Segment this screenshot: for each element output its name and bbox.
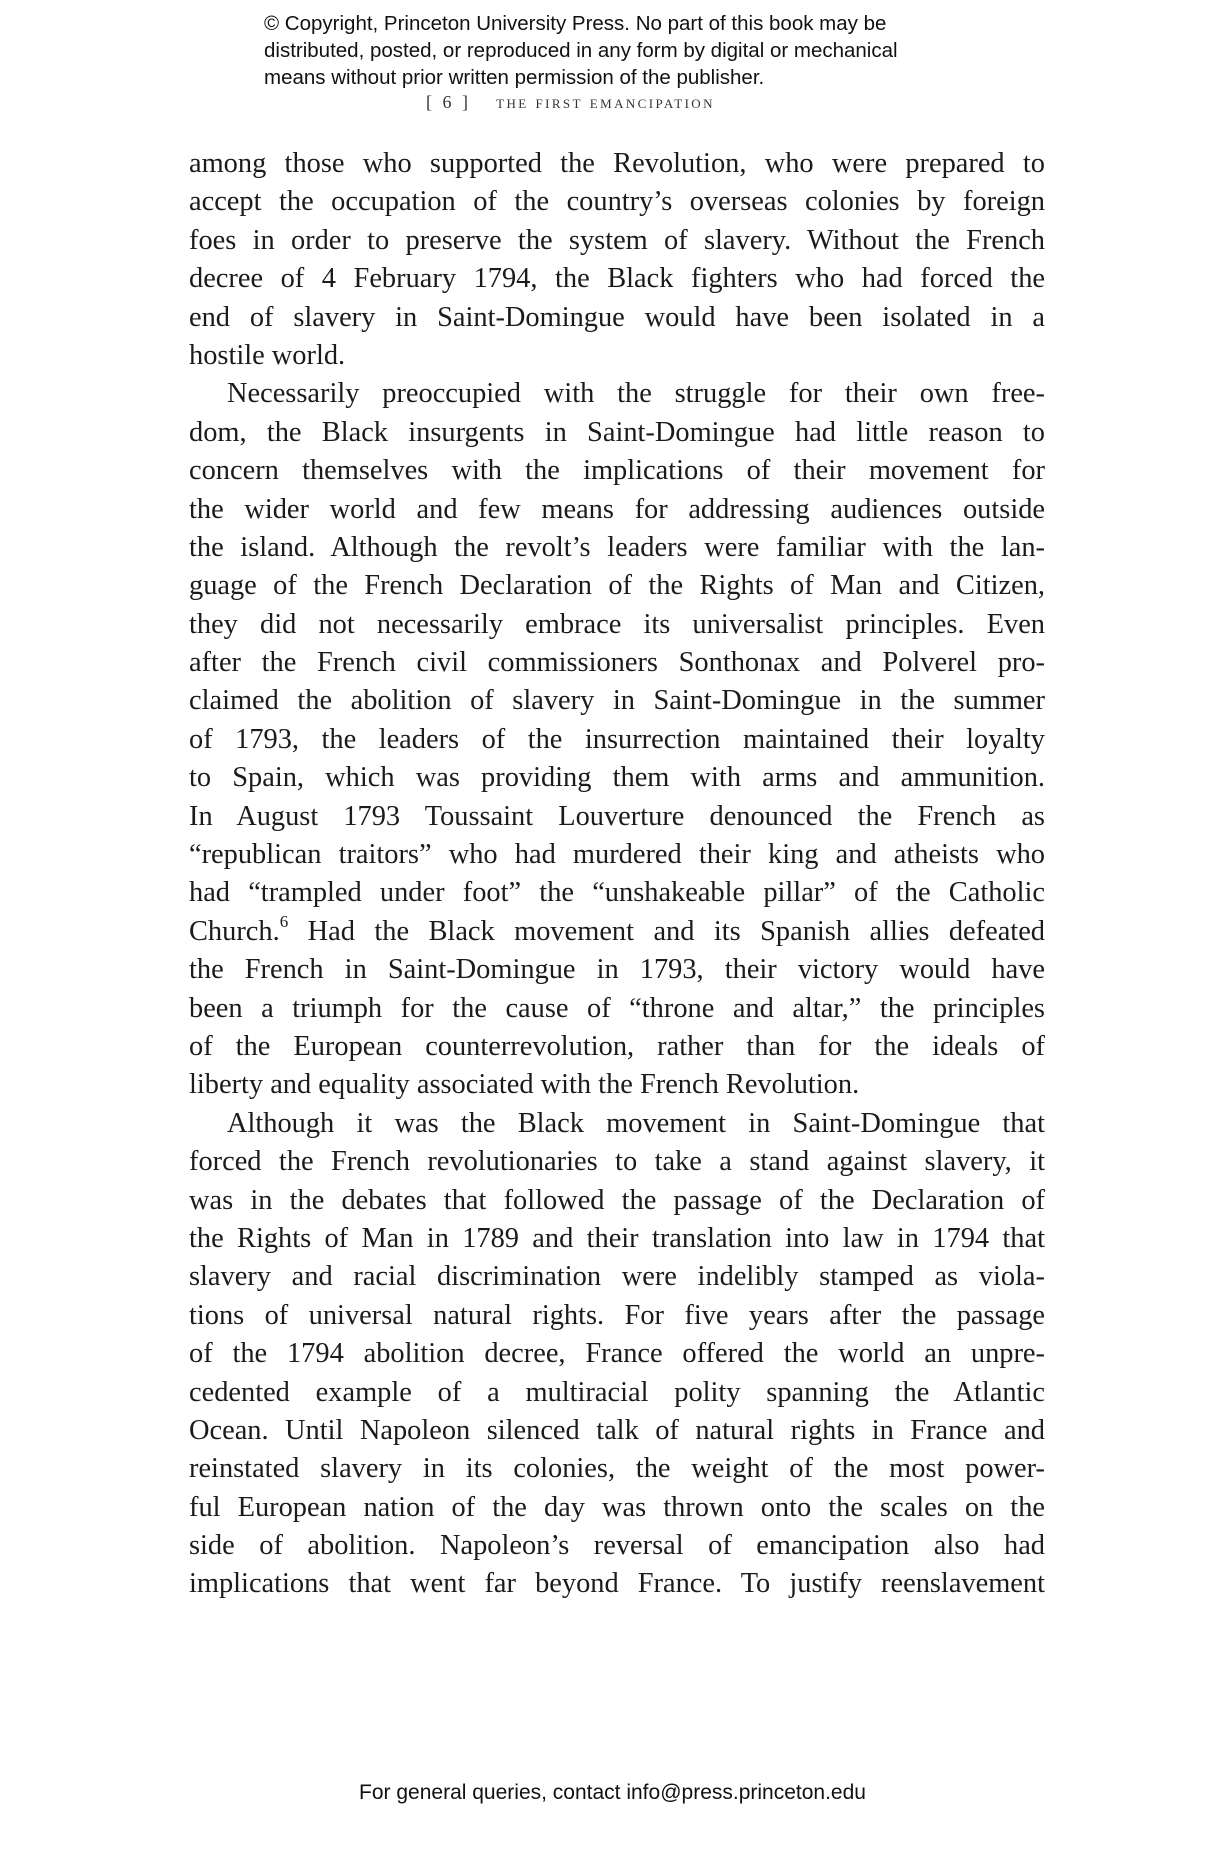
text-line: concern themselves with the implications of their movement for (189, 455, 1045, 487)
text-line: dom, the Black insurgents in Saint-Domingue had little reason to (189, 416, 1045, 448)
text-line: had “trampled under foot” the “unshakeable pillar” of the Catholic (189, 877, 1045, 909)
text-line: the wider world and few means for addressing audiences outside (189, 493, 1045, 525)
text-line: foes in order to preserve the system of slavery. Without the French (189, 224, 1045, 256)
text-line: Necessarily preoccupied with the struggle for their own free- (227, 378, 1045, 410)
text-fragment: Had the Black movement and its Spanish allies defeated (288, 915, 1045, 947)
text-line: side of abolition. Napoleon’s reversal of emancipation also had (189, 1530, 1045, 1562)
text-line: the island. Although the revolt’s leaders were familiar with the lan- (189, 531, 1045, 563)
text-line: to Spain, which was providing them with arms and ammunition. (189, 762, 1045, 794)
text-line: reinstated slavery in its colonies, the weight of the most power- (189, 1453, 1045, 1485)
copyright-line: means without prior written permission of the publisher. (264, 66, 765, 89)
text-line: implications that went far beyond France. To justify reenslavement (189, 1568, 1045, 1600)
footer-contact: For general queries, contact info@press.princeton.edu (359, 1781, 866, 1804)
text-line: liberty and equality associated with the French Revolution. (189, 1069, 860, 1101)
text-line: among those who supported the Revolution, who were prepared to (189, 148, 1045, 179)
text-line: after the French civil commissioners Sonthonax and Polverel pro- (189, 647, 1045, 679)
text-line: claimed the abolition of slavery in Saint-Domingue in the summer (189, 685, 1045, 717)
running-head (426, 92, 715, 113)
page-number: [ 6 ] (426, 92, 471, 112)
text-line: accept the occupation of the country’s overseas colonies by foreign (189, 186, 1045, 218)
text-line: slavery and racial discrimination were indelibly stamped as viola- (189, 1261, 1045, 1293)
text-line: cedented example of a multiracial polity spanning the Atlantic (189, 1376, 1045, 1408)
text-line: was in the debates that followed the passage of the Declaration of (189, 1184, 1045, 1216)
text-line: In August 1793 Toussaint Louverture denounced the French as (189, 800, 1045, 832)
text-line: tions of universal natural rights. For five years after the passage (189, 1299, 1045, 1331)
text-line: the Rights of Man in 1789 and their translation into law in 1794 that (189, 1222, 1045, 1254)
text-line: of the European counterrevolution, rather than for the ideals of (189, 1030, 1045, 1062)
chapter-title: the first emancipation (496, 92, 715, 112)
text-line: forced the French revolutionaries to take a stand against slavery, it (189, 1146, 1045, 1178)
text-line: of 1793, the leaders of the insurrection maintained their loyalty (189, 723, 1045, 755)
text-line: end of slavery in Saint-Domingue would have been isolated in a (189, 301, 1045, 333)
copyright-line: © Copyright, Princeton University Press. No part of this book may be (264, 12, 887, 35)
text-line: decree of 4 February 1794, the Black fighters who had forced the (189, 263, 1045, 295)
text-line: been a triumph for the cause of “throne and altar,” the principles (189, 992, 1045, 1024)
text-line: they did not necessarily embrace its universalist principles. Even (189, 608, 1045, 640)
text-fragment: Church. (189, 915, 280, 947)
copyright-notice (264, 10, 964, 91)
text-line: hostile world. (189, 339, 346, 371)
text-line: “republican traitors” who had murdered their king and atheists who (189, 839, 1045, 871)
footnote-marker: 6 (279, 912, 289, 932)
text-line: the French in Saint-Domingue in 1793, their victory would have (189, 954, 1045, 986)
text-line: guage of the French Declaration of the Rights of Man and Citizen, (189, 570, 1045, 602)
text-line-with-footnote (189, 913, 1045, 951)
text-line: of the 1794 abolition decree, France offered the world an unpre- (189, 1338, 1045, 1370)
copyright-line: distributed, posted, or reproduced in any form by digital or mechanical (264, 39, 898, 62)
body-text (189, 145, 1045, 1604)
text-line: ful European nation of the day was thrown onto the scales on the (189, 1491, 1045, 1523)
text-line: Ocean. Until Napoleon silenced talk of natural rights in France and (189, 1414, 1045, 1446)
text-line: Although it was the Black movement in Saint-Domingue that (227, 1107, 1045, 1139)
